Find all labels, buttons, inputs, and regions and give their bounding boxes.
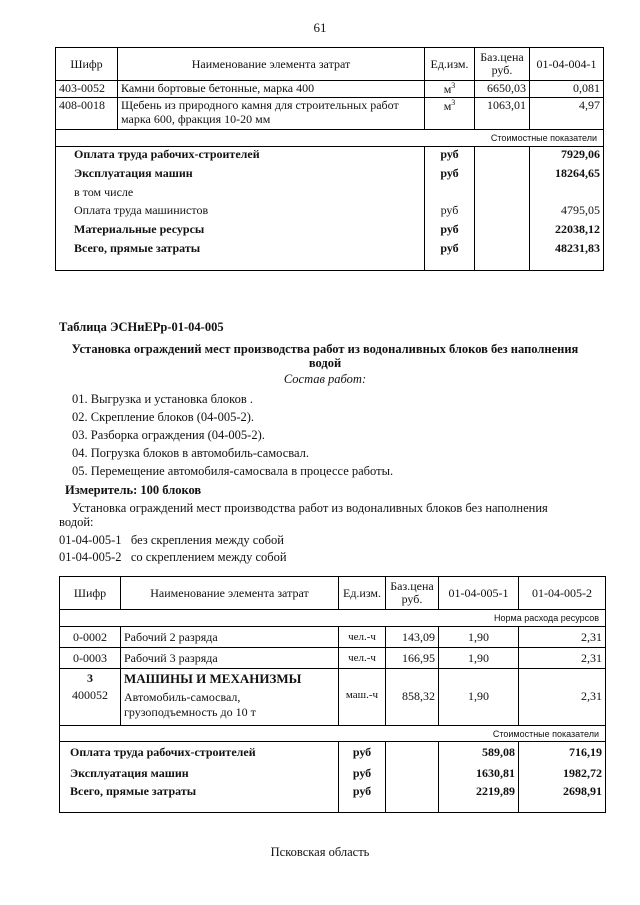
work-step: 01. Выгрузка и установка блоков . xyxy=(72,392,253,406)
summary-name: в том числе xyxy=(56,185,425,203)
header-unit: Ед.изм. xyxy=(339,577,386,610)
row-code: 403-0052 xyxy=(56,81,118,98)
header-price: Баз.цена руб. xyxy=(386,577,439,610)
table-id: Таблица ЭСНиЕРр-01-04-005 xyxy=(59,320,224,334)
table2-subheader-row xyxy=(60,726,606,742)
row-code: 0-0002 xyxy=(60,627,121,648)
meter-description-cont: водой: xyxy=(59,515,94,529)
header-code: Шифр xyxy=(60,577,121,610)
row-unit: чел.-ч xyxy=(339,627,386,648)
row-code: 0-0003 xyxy=(60,648,121,669)
row-unit: $м^3$ xyxy=(425,98,475,130)
cost-indicators-label: Стоимостные показатели xyxy=(56,130,604,147)
page-footer: Псковская область xyxy=(270,845,370,859)
table2-subheader-row xyxy=(60,610,606,627)
row-unit: маш.-ч xyxy=(339,669,386,726)
variant-item xyxy=(59,533,284,548)
group-code: 3 xyxy=(87,671,93,685)
table-row xyxy=(60,669,606,726)
summary-unit: руб xyxy=(339,742,386,763)
row-unit: $м^3$ xyxy=(425,81,475,98)
summary-row xyxy=(56,147,604,166)
summary-unit: руб xyxy=(339,763,386,784)
row-price: 1063,01 xyxy=(475,98,530,130)
summary-unit: руб xyxy=(425,166,475,185)
summary-value-2: 716,19 xyxy=(519,742,606,763)
work-step: 05. Перемещение автомобиля-самосвала в процессе работы. xyxy=(72,464,394,478)
composition-label: Состав работ: xyxy=(283,372,367,386)
row-name: Камни бортовые бетонные, марка 400 xyxy=(118,81,425,98)
row-value: 4,97 xyxy=(530,98,604,130)
header-norm-2: 01-04-005-2 xyxy=(519,577,606,610)
summary-unit: руб xyxy=(425,147,475,166)
summary-row xyxy=(60,742,606,763)
meter-label: Измеритель: 100 блоков xyxy=(65,483,202,497)
variant-text: со скреплением между собой xyxy=(130,550,287,564)
summary-unit: руб xyxy=(425,222,475,241)
summary-value: 4795,05 xyxy=(530,203,604,222)
row-price: 858,32 xyxy=(386,669,439,726)
summary-row xyxy=(60,763,606,784)
work-step: 04. Погрузка блоков в автомобиль-самосвал. xyxy=(72,446,310,460)
summary-row xyxy=(56,241,604,271)
row-value-2: 2,31 xyxy=(519,627,606,648)
section-title: Установка ограждений мест производства работ из водоналивных блоков без наполнения xyxy=(71,342,579,356)
summary-value xyxy=(530,185,604,203)
table-row xyxy=(60,627,606,648)
work-step: 03. Разборка ограждения (04-005-2). xyxy=(72,428,265,442)
group-name: МАШИНЫ И МЕХАНИЗМЫ xyxy=(124,671,302,686)
row-value-1: 1,90 xyxy=(439,669,519,726)
section-title-cont: водой xyxy=(308,356,342,370)
summary-row xyxy=(60,784,606,813)
table-row xyxy=(56,98,604,130)
row-code xyxy=(60,669,121,726)
cost-indicators-label: Стоимостные показатели xyxy=(60,726,606,742)
row-code: 408-0018 xyxy=(56,98,118,130)
table-row xyxy=(60,648,606,669)
row-value-1: 1,90 xyxy=(439,627,519,648)
summary-unit: руб xyxy=(425,241,475,271)
variant-item xyxy=(59,550,287,565)
table1-header-row xyxy=(56,48,604,81)
variant-code: 01-04-005-1 xyxy=(59,533,122,547)
summary-value: 18264,65 xyxy=(530,166,604,185)
row-name: Рабочий 3 разряда xyxy=(121,648,339,669)
summary-unit: руб xyxy=(425,203,475,222)
machine-name-cont: грузоподъемность до 10 т xyxy=(124,705,256,719)
meter-description: Установка ограждений мест производства работ из водоналивных блоков без наполнения xyxy=(72,501,548,515)
header-price: Баз.цена руб. xyxy=(475,48,530,81)
summary-value: 48231,83 xyxy=(530,241,604,271)
header-unit: Ед.изм. xyxy=(425,48,475,81)
summary-value-1: 589,08 xyxy=(439,742,519,763)
summary-value: 22038,12 xyxy=(530,222,604,241)
summary-row xyxy=(56,166,604,185)
row-unit: чел.-ч xyxy=(339,648,386,669)
summary-name: Материальные ресурсы xyxy=(56,222,425,241)
page-number: 61 xyxy=(313,20,327,35)
summary-value-2: 2698,91 xyxy=(519,784,606,813)
summary-name: Всего, прямые затраты xyxy=(60,784,339,813)
summary-unit: руб xyxy=(339,784,386,813)
row-name xyxy=(121,669,339,726)
summary-name: Всего, прямые затраты xyxy=(56,241,425,271)
resource-table-1 xyxy=(55,47,604,271)
summary-value-1: 2219,89 xyxy=(439,784,519,813)
header-name: Наименование элемента затрат xyxy=(118,48,425,81)
summary-row xyxy=(56,222,604,241)
resource-table-2 xyxy=(59,576,606,813)
summary-name: Оплата труда рабочих-строителей xyxy=(56,147,425,166)
summary-name: Оплата труда рабочих-строителей xyxy=(60,742,339,763)
row-value: 0,081 xyxy=(530,81,604,98)
row-price: 143,09 xyxy=(386,627,439,648)
machine-code: 400052 xyxy=(72,688,108,702)
header-norm: 01-04-004-1 xyxy=(530,48,604,81)
summary-value-2: 1982,72 xyxy=(519,763,606,784)
summary-row xyxy=(56,203,604,222)
summary-name: Оплата труда машинистов xyxy=(56,203,425,222)
norm-label: Норма расхода ресурсов xyxy=(60,610,606,627)
table2-header-row xyxy=(60,577,606,610)
machine-name: Автомобиль-самосвал, xyxy=(124,690,241,704)
summary-row xyxy=(56,185,604,203)
row-price: 166,95 xyxy=(386,648,439,669)
row-price: 6650,03 xyxy=(475,81,530,98)
header-name: Наименование элемента затрат xyxy=(121,577,339,610)
summary-value-1: 1630,81 xyxy=(439,763,519,784)
summary-name: Эксплуатация машин xyxy=(60,763,339,784)
summary-value: 7929,06 xyxy=(530,147,604,166)
summary-unit xyxy=(425,185,475,203)
row-value-1: 1,90 xyxy=(439,648,519,669)
row-value-2: 2,31 xyxy=(519,669,606,726)
variant-text: без скрепления между собой xyxy=(130,533,284,547)
variant-code: 01-04-005-2 xyxy=(59,550,122,564)
table-row xyxy=(56,81,604,98)
header-code: Шифр xyxy=(56,48,118,81)
header-norm-1: 01-04-005-1 xyxy=(439,577,519,610)
summary-name: Эксплуатация машин xyxy=(56,166,425,185)
table1-subheader-row xyxy=(56,130,604,147)
row-value-2: 2,31 xyxy=(519,648,606,669)
work-step: 02. Скрепление блоков (04-005-2). xyxy=(72,410,255,424)
row-name: Рабочий 2 разряда xyxy=(121,627,339,648)
row-name: Щебень из природного камня для строительных работ марка 600, фракция 10-20 мм xyxy=(118,98,425,130)
